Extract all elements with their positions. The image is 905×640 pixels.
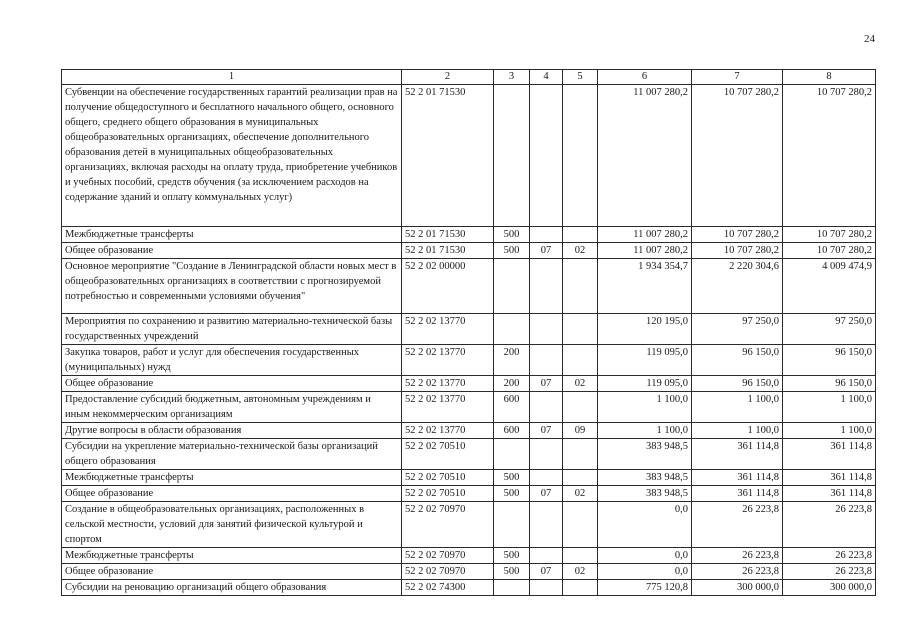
table-cell-v7: 300 000,0	[692, 580, 783, 596]
table-row	[62, 259, 876, 314]
table-cell-vr: 200	[494, 376, 530, 392]
table-cell-rz	[530, 259, 563, 314]
table-cell-v6: 1 100,0	[598, 392, 692, 423]
table-cell-code: 52 2 02 70510	[402, 470, 494, 486]
table-cell-pr	[563, 227, 598, 243]
table-cell-code: 52 2 02 13770	[402, 392, 494, 423]
table-cell-code: 52 2 01 71530	[402, 243, 494, 259]
table-cell-pr: 02	[563, 243, 598, 259]
table-cell-v6: 0,0	[598, 564, 692, 580]
table-row	[62, 486, 876, 502]
table-cell-vr	[494, 580, 530, 596]
table-cell-pr: 02	[563, 486, 598, 502]
table-cell-name: Межбюджетные трансферты	[62, 470, 402, 486]
table-row	[62, 376, 876, 392]
table-cell-v6: 11 007 280,2	[598, 227, 692, 243]
table-cell-name: Общее образование	[62, 486, 402, 502]
table-cell-rz: 07	[530, 243, 563, 259]
table-cell-pr	[563, 259, 598, 314]
table-cell-code: 52 2 02 13770	[402, 423, 494, 439]
table-cell-rz	[530, 314, 563, 345]
table-cell-v7: 1 100,0	[692, 423, 783, 439]
table-row	[62, 580, 876, 596]
table-cell-name: Межбюджетные трансферты	[62, 227, 402, 243]
table-cell-v8: 10 707 280,2	[783, 227, 876, 243]
table-cell-vr: 500	[494, 548, 530, 564]
table-cell-rz: 07	[530, 486, 563, 502]
table-cell-code: 52 2 02 70510	[402, 439, 494, 470]
table-cell-name: Межбюджетные трансферты	[62, 548, 402, 564]
table-cell-vr: 500	[494, 486, 530, 502]
table-cell-v6: 119 095,0	[598, 345, 692, 376]
table-cell-name: Другие вопросы в области образования	[62, 423, 402, 439]
table-cell-vr: 500	[494, 470, 530, 486]
table-cell-v7: 10 707 280,2	[692, 85, 783, 227]
table-cell-name: Основное мероприятие "Создание в Ленинградской области новых мест в общеобразовательных организациях в соответствии с прогнозируемой потребностью и современными условиями обучения"	[62, 259, 402, 314]
column-header: 8	[783, 70, 876, 85]
table-cell-v8: 10 707 280,2	[783, 85, 876, 227]
table-cell-v7: 26 223,8	[692, 548, 783, 564]
table-cell-pr	[563, 548, 598, 564]
table-row	[62, 564, 876, 580]
table-cell-v6: 119 095,0	[598, 376, 692, 392]
table-cell-pr: 02	[563, 564, 598, 580]
table-cell-v7: 10 707 280,2	[692, 227, 783, 243]
table-cell-rz	[530, 439, 563, 470]
table-row	[62, 227, 876, 243]
table-cell-vr: 600	[494, 423, 530, 439]
table-cell-rz: 07	[530, 423, 563, 439]
table-cell-vr	[494, 439, 530, 470]
table-cell-code: 52 2 02 13770	[402, 345, 494, 376]
table-cell-v6: 11 007 280,2	[598, 85, 692, 227]
table-cell-name: Мероприятия по сохранению и развитию материально-технической базы государственных учреждений	[62, 314, 402, 345]
table-row	[62, 314, 876, 345]
table-cell-v6: 383 948,5	[598, 439, 692, 470]
table-cell-v8: 10 707 280,2	[783, 243, 876, 259]
table-cell-pr	[563, 345, 598, 376]
table-cell-code: 52 2 02 70970	[402, 548, 494, 564]
table-cell-vr	[494, 259, 530, 314]
table-cell-v8: 1 100,0	[783, 392, 876, 423]
column-header: 7	[692, 70, 783, 85]
table-cell-rz	[530, 345, 563, 376]
table-cell-v6: 383 948,5	[598, 486, 692, 502]
page-number: 24	[864, 33, 875, 45]
table-cell-v8: 26 223,8	[783, 502, 876, 548]
table-cell-pr	[563, 580, 598, 596]
table-cell-rz: 07	[530, 564, 563, 580]
column-header: 6	[598, 70, 692, 85]
table-cell-v7: 26 223,8	[692, 564, 783, 580]
table-cell-v7: 10 707 280,2	[692, 243, 783, 259]
column-header: 2	[402, 70, 494, 85]
budget-table	[61, 69, 876, 596]
table-row	[62, 85, 876, 227]
table-cell-code: 52 2 01 71530	[402, 85, 494, 227]
table-cell-v6: 1 934 354,7	[598, 259, 692, 314]
table-cell-code: 52 2 01 71530	[402, 227, 494, 243]
table-cell-name: Закупка товаров, работ и услуг для обеспечения государственных (муниципальных) нужд	[62, 345, 402, 376]
table-cell-rz	[530, 85, 563, 227]
table-cell-v8: 1 100,0	[783, 423, 876, 439]
table-cell-pr	[563, 439, 598, 470]
table-cell-pr	[563, 314, 598, 345]
column-header: 3	[494, 70, 530, 85]
table-row	[62, 392, 876, 423]
table-cell-vr	[494, 502, 530, 548]
table-cell-v7: 361 114,8	[692, 439, 783, 470]
table-cell-pr	[563, 502, 598, 548]
table-cell-rz	[530, 470, 563, 486]
table-cell-v6: 1 100,0	[598, 423, 692, 439]
table-row	[62, 345, 876, 376]
table-cell-rz	[530, 392, 563, 423]
table-cell-code: 52 2 02 74300	[402, 580, 494, 596]
table-cell-rz	[530, 502, 563, 548]
column-header: 1	[62, 70, 402, 85]
table-cell-rz: 07	[530, 376, 563, 392]
table-cell-v8: 26 223,8	[783, 564, 876, 580]
table-cell-code: 52 2 02 70510	[402, 486, 494, 502]
table-body	[62, 85, 876, 596]
table-row	[62, 548, 876, 564]
table-cell-name: Субвенции на обеспечение государственных гарантий реализации прав на получение общедоступного и бесплатного начального общего, основного общего, среднего общего образования в муниципальных общеобразовательных организациях, обеспечение дополнительного образования детей в муниципальных общеобразовательных организациях, включая расходы на оплату труда, приобретение учебников и учебных пособий, средств обучения (за исключением расходов на содержание зданий и оплату коммунальных услуг)	[62, 85, 402, 227]
table-cell-v6: 0,0	[598, 548, 692, 564]
table-cell-v8: 361 114,8	[783, 439, 876, 470]
table-cell-pr	[563, 392, 598, 423]
table-row	[62, 470, 876, 486]
table-cell-pr	[563, 470, 598, 486]
table-cell-code: 52 2 02 00000	[402, 259, 494, 314]
table-cell-vr	[494, 314, 530, 345]
table-header-row	[62, 70, 876, 85]
table-cell-name: Субсидии на укрепление материально-технической базы организаций общего образования	[62, 439, 402, 470]
table-cell-rz	[530, 548, 563, 564]
table-cell-vr: 200	[494, 345, 530, 376]
column-header: 5	[563, 70, 598, 85]
table-cell-v8: 97 250,0	[783, 314, 876, 345]
table-cell-v7: 361 114,8	[692, 470, 783, 486]
table-cell-name: Общее образование	[62, 564, 402, 580]
table-cell-pr	[563, 85, 598, 227]
table-cell-v7: 96 150,0	[692, 345, 783, 376]
table-row	[62, 502, 876, 548]
table-cell-name: Создание в общеобразовательных организациях, расположенных в сельской местности, условий для занятий физической культурой и спортом	[62, 502, 402, 548]
table-cell-code: 52 2 02 70970	[402, 564, 494, 580]
table-cell-v8: 361 114,8	[783, 486, 876, 502]
column-header: 4	[530, 70, 563, 85]
table-cell-vr: 500	[494, 243, 530, 259]
table-cell-v6: 120 195,0	[598, 314, 692, 345]
table-cell-v6: 383 948,5	[598, 470, 692, 486]
table-cell-pr: 09	[563, 423, 598, 439]
table-cell-name: Общее образование	[62, 243, 402, 259]
table-row	[62, 243, 876, 259]
table-cell-v6: 11 007 280,2	[598, 243, 692, 259]
table-cell-rz	[530, 227, 563, 243]
table-cell-code: 52 2 02 70970	[402, 502, 494, 548]
table-cell-v8: 96 150,0	[783, 345, 876, 376]
table-cell-v8: 26 223,8	[783, 548, 876, 564]
table-cell-name: Субсидии на реновацию организаций общего образования	[62, 580, 402, 596]
table-cell-rz	[530, 580, 563, 596]
table-cell-v7: 26 223,8	[692, 502, 783, 548]
table-cell-v7: 96 150,0	[692, 376, 783, 392]
table-cell-v7: 97 250,0	[692, 314, 783, 345]
table-cell-name: Общее образование	[62, 376, 402, 392]
table-cell-v8: 300 000,0	[783, 580, 876, 596]
table-cell-v8: 361 114,8	[783, 470, 876, 486]
table-cell-v8: 4 009 474,9	[783, 259, 876, 314]
table-cell-vr	[494, 85, 530, 227]
table-row	[62, 439, 876, 470]
table-cell-v6: 775 120,8	[598, 580, 692, 596]
table-cell-vr: 600	[494, 392, 530, 423]
table-cell-vr: 500	[494, 227, 530, 243]
table-row	[62, 423, 876, 439]
table-cell-v6: 0,0	[598, 502, 692, 548]
table-cell-vr: 500	[494, 564, 530, 580]
table-cell-v7: 1 100,0	[692, 392, 783, 423]
table-cell-v7: 2 220 304,6	[692, 259, 783, 314]
table-cell-v7: 361 114,8	[692, 486, 783, 502]
table-cell-code: 52 2 02 13770	[402, 314, 494, 345]
table-cell-v8: 96 150,0	[783, 376, 876, 392]
table-cell-code: 52 2 02 13770	[402, 376, 494, 392]
table-cell-name: Предоставление субсидий бюджетным, автономным учреждениям и иным некоммерческим организациям	[62, 392, 402, 423]
table-cell-pr: 02	[563, 376, 598, 392]
